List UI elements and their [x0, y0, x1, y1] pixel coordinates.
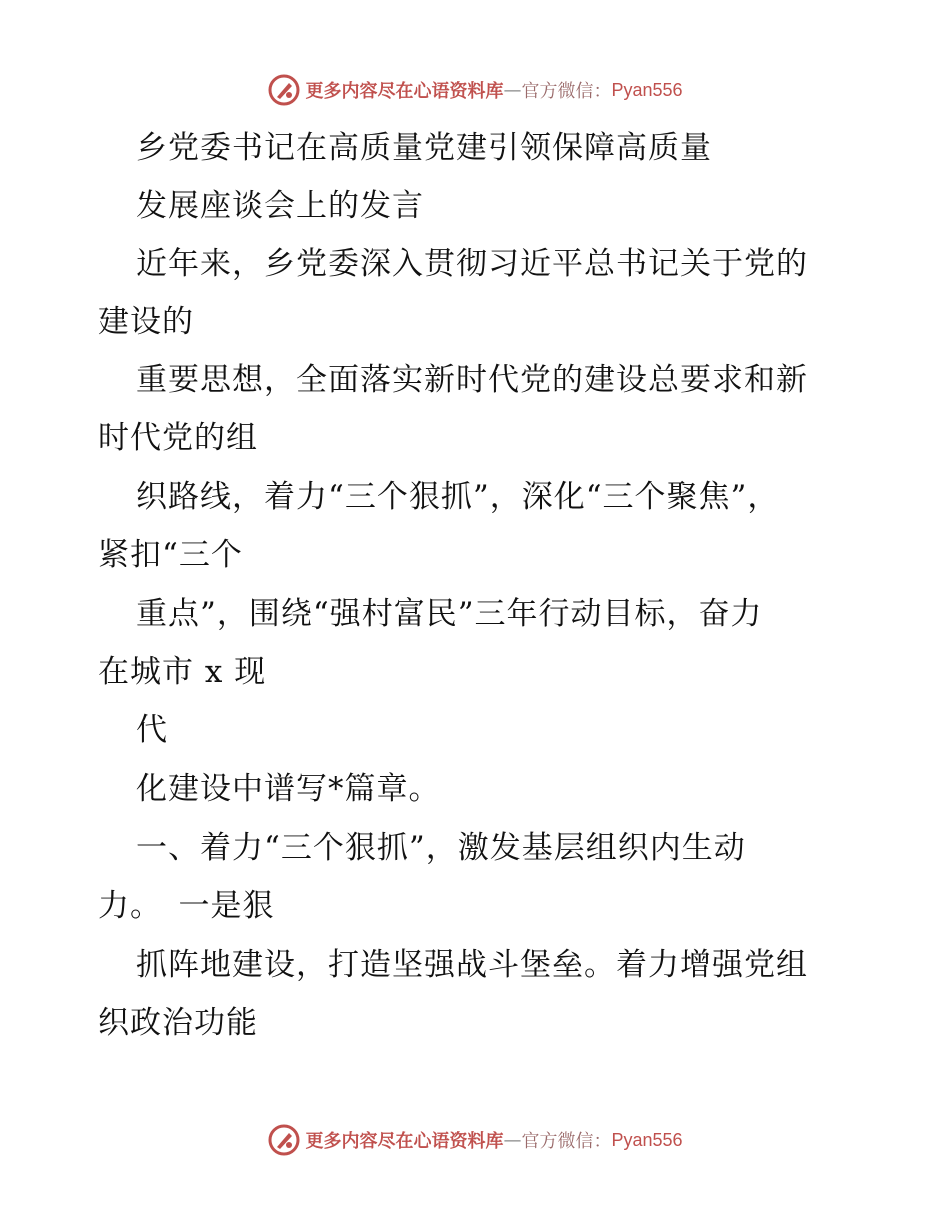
paragraph-line: 在城市 x 现: [98, 654, 267, 690]
section-heading-line: 一、着力“三个狠抓”，激发基层组织内生动: [136, 830, 746, 866]
doc-title-line-2: 发展座谈会上的发言: [136, 188, 424, 224]
watermark-wechat-id: Pyan556: [611, 79, 683, 100]
paragraph-line: 建设的: [98, 304, 194, 340]
watermark-dash: —: [503, 79, 522, 101]
paragraph-line: 织路线，着力“三个狠抓”，深化“三个聚焦”，: [136, 479, 780, 515]
watermark-wechat-id: Pyan556: [611, 1129, 683, 1150]
paragraph-line: 代: [136, 712, 168, 748]
doc-title-line-1: 乡党委书记在高质量党建引领保障高质量: [136, 130, 712, 166]
watermark-sub-text: 官方微信：: [521, 1131, 612, 1152]
quill-logo-icon: [267, 1123, 301, 1157]
paragraph-line: 抓阵地建设，打造坚强战斗堡垒。着力增强党组: [136, 947, 808, 983]
paragraph-line: 时代党的组: [98, 420, 258, 456]
paragraph-line: 化建设中谱写*篇章。: [136, 771, 441, 807]
watermark-sub-text: 官方微信：: [521, 81, 612, 102]
header-watermark: [0, 72, 950, 108]
paragraph-line: 近年来，乡党委深入贯彻习近平总书记关于党的: [136, 246, 808, 282]
watermark-main-text: 更多内容尽在心语资料库: [305, 1131, 504, 1152]
footer-watermark: [0, 1122, 950, 1158]
paragraph-line: 重要思想，全面落实新时代党的建设总要求和新: [136, 362, 808, 398]
paragraph-line: 织政治功能: [98, 1005, 258, 1041]
paragraph-line: 重点”，围绕“强村富民”三年行动目标，奋力: [136, 596, 763, 632]
paragraph-line: 紧扣“三个: [98, 537, 243, 573]
watermark-main-text: 更多内容尽在心语资料库: [305, 81, 504, 102]
quill-logo-icon: [267, 73, 301, 107]
section-heading-line: 力。 一是狠: [98, 888, 275, 924]
watermark-dash: —: [503, 1129, 522, 1151]
